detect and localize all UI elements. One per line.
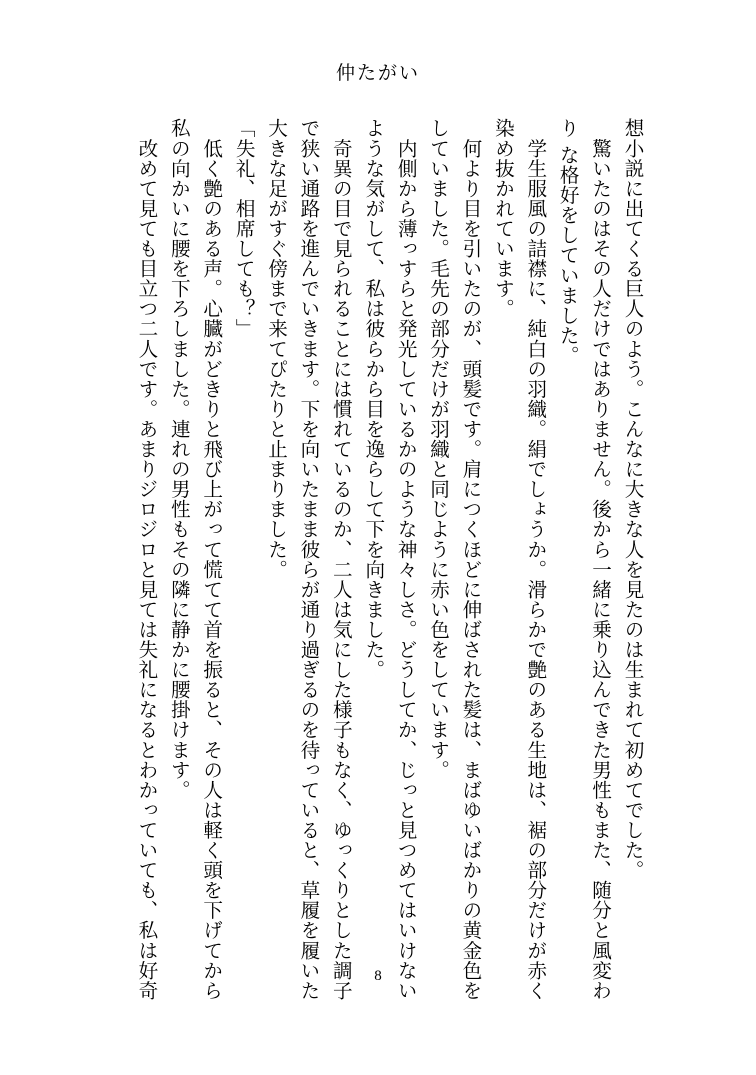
text-line: 奇異の目で見られることには慣れているのか、二人は気にした様子もなく、ゆっくりとした調子 (329, 118, 353, 1001)
text-line: していました。毛先の部分だけが羽織と同じように赤い色をしています。 (426, 118, 450, 780)
text-line: で狭い通路を進んでいきます。下を向いたまま彼らが通り過ぎるのを待っていると、草履を履いた (296, 118, 320, 1001)
text-line: 想小説に出てくる巨人のよう。こんなに大きな人を見たのは生まれて初めてでした。 (621, 118, 644, 880)
text-line: 改めて見ても目立つ二人です。あまりジロジロと見ては失礼になるとわかっていても、私は好奇 (134, 118, 158, 1001)
text-line: 何より目を引いたのが、頭髪です。肩につくほどに伸ばされた髪は、まばゆいばかりの黄金色を (458, 118, 482, 1001)
text-line: 低く艶のある声。心臓がどきりと飛び上がって慌てて首を振ると、その人は軽く頭を下げてから (199, 118, 223, 1001)
body-text (130, 118, 649, 1001)
text-line: 染め抜かれています。 (491, 118, 515, 319)
text-line: ような気がして、私は彼らから目を逸らして下を向きました。 (361, 118, 385, 680)
page-title: 仲たがい (335, 62, 420, 84)
text-line: 大きな足がすぐ傍まで来てぴたりと止まりました。 (264, 118, 288, 580)
text-line: り な格好をしていました。 (556, 118, 580, 366)
text-line: 内側から薄っすらと発光しているかのような神々しさ。どうしてか、じっと見つめてはいけない (394, 118, 418, 1001)
text-line: 学生服風の詰襟に、純白の羽織。絹でしょうか。滑らかで艶のある生地は、裾の部分だけが赤く (523, 118, 547, 1001)
page-number: 8 (374, 968, 382, 984)
text-line: 私の向かいに腰を下ろしました。連れの男性もその隣に静かに腰掛けます。 (167, 118, 191, 800)
text-line: 「失礼、相席しても？」 (232, 118, 256, 339)
text-line: 驚いたのはその人だけではありません。後から一緒に乗り込んできた男性もまた、随分と風変わ (588, 118, 612, 1001)
